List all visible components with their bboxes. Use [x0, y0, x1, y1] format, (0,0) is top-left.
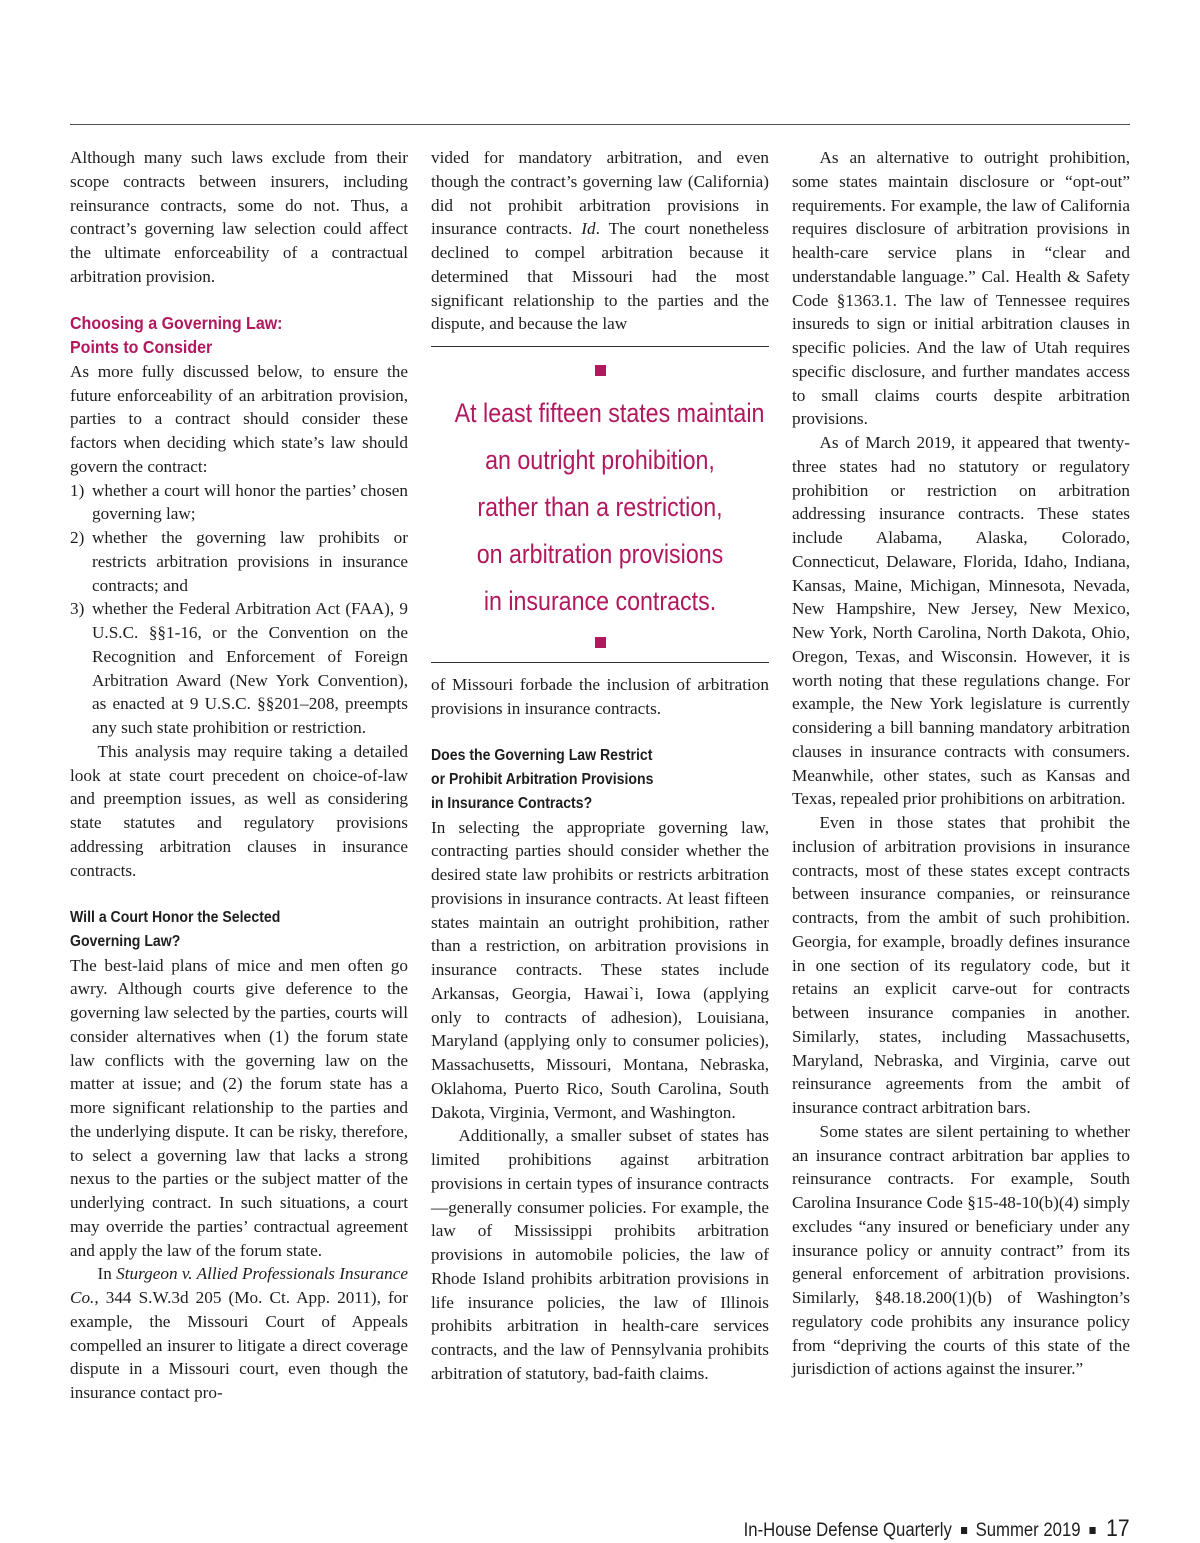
paragraph — [70, 1262, 408, 1405]
citation: Id — [581, 219, 596, 239]
paragraph: of Missouri forbade the inclusion of arbitration provisions in insurance contracts. — [431, 675, 769, 718]
list-text: whether a court will honor the parties’ chosen governing law; — [92, 480, 408, 524]
square-bullet-icon — [1090, 1527, 1096, 1534]
section-heading: Points to Consider — [70, 337, 213, 357]
text: . The court nonetheless declined to compel arbitration because it determined that Missouri had the most significant relationship to the parties and the dispute, and because the law — [431, 219, 769, 334]
column-1 — [70, 146, 408, 1405]
paragraph: The best-laid plans of mice and men often go awry. Although courts give deference to the governing law selected by the parties, courts will consider alternatives when (1) the forum state law conflicts with the governing law on the matter at issue; and (2) the forum state has a more significant relationship to the parties and the underlying dispute. It can be risky, therefore, to select a governing law that lacks a strong nexus to the parties or the subject matter of the underlying contract. In such situations, a court may override the parties’ contractual agreement and apply the law of the forum state. — [70, 955, 408, 1260]
list-number: 3) — [70, 599, 85, 619]
publication-name: In-House Defense Quarterly — [744, 1520, 953, 1541]
paragraph — [431, 146, 769, 336]
paragraph: In selecting the appropriate governing law, contracting parties should consider whether the desired state law prohibits or restricts arbitration provisions in insurance contracts. At least fifteen states maintain an outright prohibition, rather than a restriction, on arbitration provisions in insurance contracts. These states include Arkansas, Georgia, Hawai`i, Iowa (applying only to contracts of adhesion), Louisiana, Maryland (applying only to consumer policies), Massachusetts, Missouri, Montana, Nebraska, Oklahoma, Puerto Rico, South Carolina, South Dakota, Virginia, Vermont, and Washington. — [431, 817, 769, 1122]
square-bullet-icon — [961, 1527, 967, 1534]
list-text: whether the Federal Arbitration Act (FAA), 9 U.S.C. §§1-16, or the Convention on the Recognition and Enforcement of Foreign Arbitration Award (New York Convention), as enacted at 9 U.S.C. §§201–208, preempts any such state prohibition or restriction. — [92, 599, 408, 737]
paragraph: Some states are silent pertaining to whether an insurance contract arbitration bar applies to reinsurance contracts. For example, South Carolina Insurance Code §15-48-10(b)(4) simply excludes “any insured or beneficiary under any insurance policy or annuity contract” from its general enforcement of arbitration provisions. Similarly, §48.18.200(1)(b) of Washington’s regulatory code prohibits any insurance policy from “depriving the courts of this state of the jurisdiction of actions against the insurer.” — [792, 1121, 1130, 1379]
pull-quote-line: rather than a restriction, — [477, 492, 723, 522]
paragraph: Although many such laws exclude from their scope contracts between insurers, including reinsurance contracts, some do not. Thus, a contract’s governing law selection could affect the ultimate enforceability of a contractual arbitration provision. — [70, 148, 408, 286]
pull-quote-text — [454, 390, 765, 625]
subsection-heading: Governing Law? — [70, 932, 181, 950]
subsection-heading: Will a Court Honor the Selected — [70, 909, 281, 926]
factors-list — [70, 479, 408, 740]
text: vided for mandatory arbitration, and even though the contract’s governing law (California) did not prohibit arbitration provisions in insurance contracts. — [431, 148, 769, 239]
paragraph: Even in those states that prohibit the inclusion of arbitration provisions in insurance contracts, most of these states except contracts between insurance companies, or reinsurance contracts, from the ambit of such prohibition. Georgia, for example, broadly defines insurance in one section of its regulatory code, but it retains an explicit carve-out for contracts between insurance companies in another. Similarly, states, including Massachusetts, Maryland, Nebraska, and Virginia, carve out reinsurance agreements from the ambit of insurance contract arbitration bars. — [792, 813, 1130, 1117]
pull-quote-line: an outright prohibition, — [485, 445, 715, 475]
list-number: 2) — [70, 528, 85, 547]
text: In — [97, 1264, 117, 1284]
square-bullet-icon — [595, 365, 606, 376]
page-footer — [744, 1515, 1130, 1543]
list-item — [70, 597, 408, 740]
subsection-heading: in Insurance Contracts? — [431, 794, 593, 812]
square-bullet-icon — [595, 637, 606, 648]
list-number: 1) — [70, 480, 85, 500]
case-citation: Sturgeon v. Allied Professionals Insurance Co. — [70, 1264, 408, 1307]
page-number: 17 — [1106, 1515, 1130, 1542]
section-heading: Choosing a Governing Law: — [70, 313, 283, 334]
column-3 — [792, 146, 1130, 1381]
subsection-heading: or Prohibit Arbitration Provisions — [431, 771, 654, 788]
top-rule — [70, 124, 1130, 125]
pull-quote-line: At least fifteen states maintain — [454, 398, 765, 428]
text: , 344 S.W.3d 205 (Mo. Ct. App. 2011), for example, the Missouri Court of Appeals compelled an insurer to litigate a direct coverage dispute in a Missouri court, even though the insurance contact pro- — [70, 1288, 408, 1402]
paragraph: As of March 2019, it appeared that twenty-three states had no statutory or regulatory prohibition or restriction on arbitration addressing insurance contracts. These states include Alabama, Alaska, Colorado, Connecticut, Delaware, Florida, Idaho, Indiana, Kansas, Maine, Michigan, Minnesota, Nevada, New Hampshire, New Jersey, New Mexico, New York, North Carolina, North Dakota, Ohio, Oregon, Texas, and Wisconsin. However, it is worth noting that these regulations change. For example, the New York legislature is currently considering a bill banning mandatory arbitration clauses in insurance contracts with consumers. Meanwhile, other states, such as Kansas and Texas, repealed prior prohibitions on arbitration. — [792, 433, 1130, 809]
pull-quote-line: on arbitration provisions — [476, 539, 724, 569]
paragraph: Additionally, a smaller subset of states has limited prohibitions against arbitration provisions in certain types of insurance contracts—generally consumer policies. For example, the law of Mississippi prohibits arbitration provisions in automobile policies, the law of Rhode Island prohibits arbitration provisions in life insurance policies, the law of Illinois prohibits arbitration in health-care services contracts, and the law of Pennsylvania prohibits arbitration of statutory, bad-faith claims. — [431, 1126, 769, 1383]
list-text: whether the governing law prohibits or restricts arbitration provisions in insurance contracts; and — [92, 528, 408, 595]
paragraph: As more fully discussed below, to ensure the future enforceability of an arbitration provision, parties to a contract should consider these factors when deciding which state’s law should govern the contract: — [70, 361, 408, 476]
column-2 — [431, 146, 769, 1386]
list-item — [70, 526, 408, 597]
subsection-heading: Does the Governing Law Restrict — [431, 747, 653, 765]
list-item — [70, 479, 408, 527]
issue-date: Summer 2019 — [975, 1520, 1081, 1541]
pull-quote — [431, 346, 769, 663]
paragraph: As an alternative to outright prohibition, some states maintain disclosure or “opt-out” requirements. For example, the law of California requires disclosure of arbitration provisions in health-care service plans in “clear and understandable language.” Cal. Health & Safety Code §1363.1. The law of Tennessee requires insureds to sign or initial arbitration clauses in specific policies. And the law of Utah requires specific disclosure, and further mandates access to small claims courts despite arbitration provisions. — [792, 148, 1130, 429]
pull-quote-line: in insurance contracts. — [483, 586, 717, 616]
paragraph: This analysis may require taking a detailed look at state court precedent on choice-of-law and preemption issues, as well as considering state statutes and regulatory provisions addressing arbitration clauses in insurance contracts. — [70, 741, 408, 880]
